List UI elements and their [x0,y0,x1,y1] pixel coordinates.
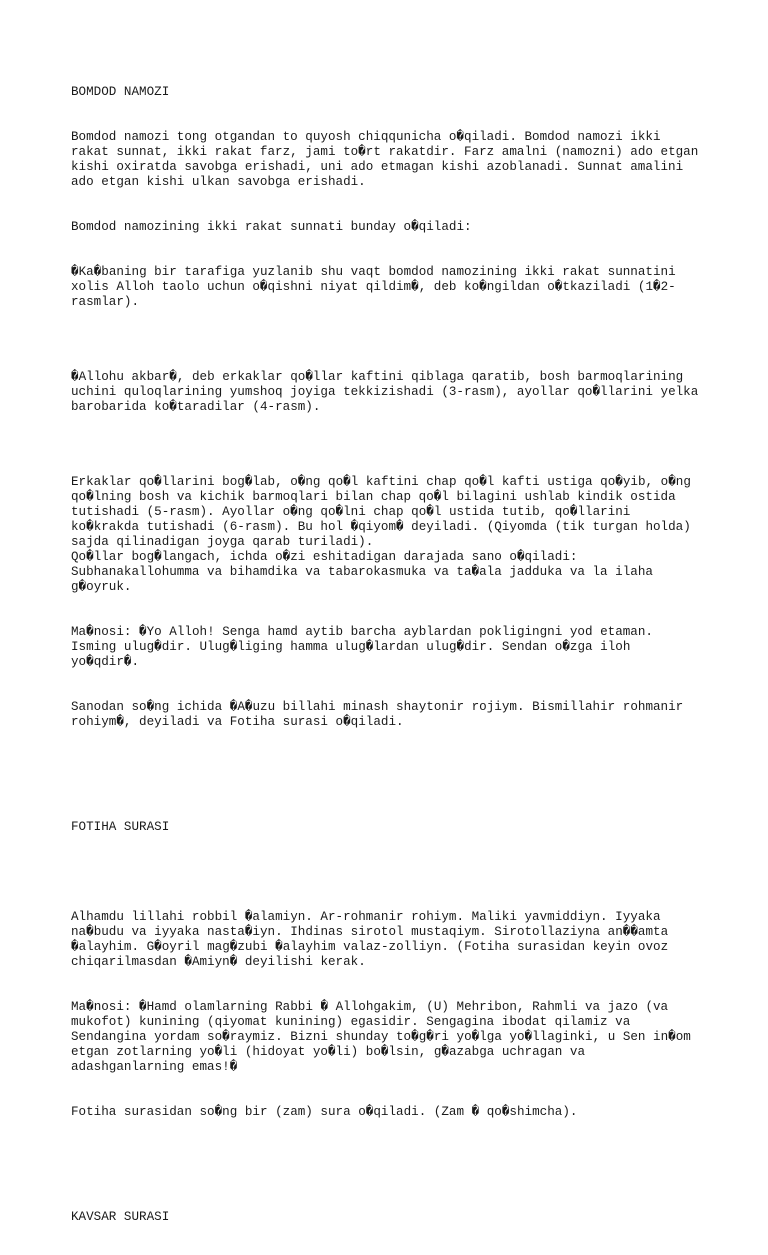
paragraph-bomdod-intro: Bomdod namozi tong otgandan to quyosh chiqqunicha o�qiladi. Bomdod namozi ikki rakat sunnat, ikki rakat farz, jami to�rt rakatdir. Farz amalni (namozni) ado etgan kishi oxiratda savobga erishadi, uni ado etmagan kishi azoblanadi. Sunnat amalini ado etgan kishi ulkan savobga erishadi. [71,130,699,189]
paragraph-sano-meaning: Ma�nosi: �Yo Alloh! Senga hamd aytib barcha ayblardan pokligingni yod etaman. Isming ulug�dir. Ulug�liging hamma ulug�lardan ulug�dir. Sendan o�zga iloh yo�qdir�. [71,625,653,669]
paragraph-fotiha-meaning: Ma�nosi: �Hamd olamlarning Rabbi � Allohgakim, (U) Mehribon, Rahmli va jazo (va mukofot) kunining (qiyomat kunining) egasidir. Sengagina ibodat qilamiz va Sendangina yordam so�raymiz. Bizni shunday to�g�ri yo�lga yo�llaginki, u Sen in�om etgan zotlarning yo�li (hidoyat yo�li) bo�lsin, g�azabga uchragan va adashganlarning emas!� [71,1000,691,1074]
paragraph-takbir: �Allohu akbar�, deb erkaklar qo�llar kaftini qiblaga qaratib, bosh barmoqlarining uchini quloqlarining yumshoq joyiga tekkizishadi (3-rasm), ayollar qo�llarini yelka barobarida ko�taradilar (4-rasm). [71,370,699,414]
document-page [71,70,721,1255]
paragraph-zam-sura: Fotiha surasidan so�ng bir (zam) sura o�qiladi. (Zam � qo�shimcha). [71,1105,578,1119]
spacer [71,445,721,460]
spacer [71,760,721,790]
paragraph-auzu: Sanodan so�ng ichida �A�uzu billahi minash shaytonir rojiym. Bismillahir rohmanir rohiym�, deyiladi va Fotiha surasi o�qiladi. [71,700,684,729]
section-title-fotiha: FOTIHA SURASI [71,820,170,834]
paragraph-qiyom: Erkaklar qo�llarini bog�lab, o�ng qo�l kaftini chap qo�l kafti ustiga qo�yib, o�ng qo�lning bosh va kichik barmoqlari bilan chap qo�l bilagini ushlab kindik ostida tutishadi (5-rasm). Ayollar o�ng qo�lni chap qo�l ustida tutib, qo�llarini ko�krakda tutishadi (6-rasm). Bu hol �qiyom� deyiladi. (Qiyomda (tik turgan holda) sajda qilinadigan joyga qarab turiladi). Qo�llar bog�langach, ichda o�zi eshitadigan darajada sano o�qiladi: Subhanakallohumma va bihamdika va tabarokasmuka va ta�ala jadduka va la ilaha g�oyruk. [71,475,691,594]
paragraph-fotiha-text: Alhamdu lillahi robbil �alamiyn. Ar-rohmanir rohiym. Maliki yavmiddiyn. Iyyaka na�budu va iyyaka nasta�iyn. Ihdinas sirotol mustaqiym. Sirotollaziyna an��amta �alayhim. G�oyril mag�zubi �alayhim valaz-zolliyn. (Fotiha surasidan keyin ovoz chiqarilmasdan �Amiyn� deyilishi kerak. [71,910,669,969]
spacer [71,1150,721,1180]
spacer [71,340,721,355]
paragraph-sunnat-heading: Bomdod namozining ikki rakat sunnati bunday o�qiladi: [71,220,472,234]
section-title-kavsar: KAVSAR SURASI [71,1210,170,1224]
section-title-bomdod: BOMDOD NAMOZI [71,85,170,99]
paragraph-niyat: �Ka�baning bir tarafiga yuzlanib shu vaqt bomdod namozining ikki rakat sunnatini xolis Alloh taolo uchun o�qishni niyat qildim�, deb ko�ngildan o�tkaziladi (1�2- rasmlar). [71,265,676,309]
spacer [71,865,721,895]
